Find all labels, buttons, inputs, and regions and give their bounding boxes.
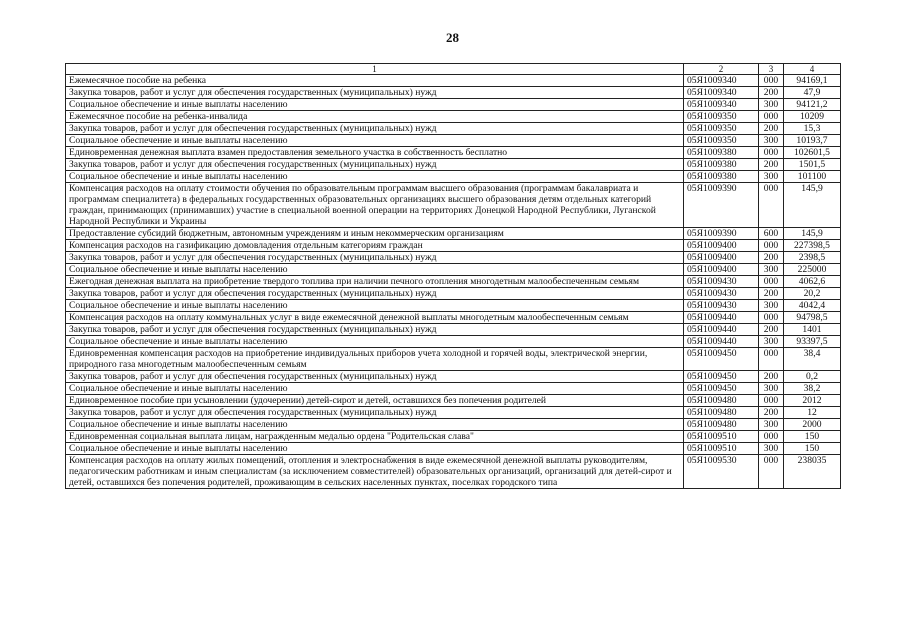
row-type: 000	[759, 147, 784, 159]
row-code: 05Я1009340	[684, 87, 759, 99]
table-row	[66, 252, 841, 264]
row-code: 05Я1009380	[684, 171, 759, 183]
row-type: 300	[759, 300, 784, 312]
row-amount: 94169,1	[784, 75, 841, 87]
row-desc: Закупка товаров, работ и услуг для обеспечения государственных (муниципальных) нужд	[66, 159, 684, 171]
row-amount: 1401	[784, 324, 841, 336]
row-desc: Закупка товаров, работ и услуг для обеспечения государственных (муниципальных) нужд	[66, 407, 684, 419]
table-row	[66, 371, 841, 383]
row-code: 05Я1009480	[684, 407, 759, 419]
row-desc: Компенсация расходов на оплату стоимости обучения по образовательным программам высшего образования (программам бакалавриата и программам специалитета) в федеральных государственных образовательных организациях высшего образования детям отдельных категорий граждан, принимающих (принимавших) участие в специальной военной операции на территориях Донецкой Народной Республики, Луганской Народной Республики и Украины	[66, 183, 684, 228]
row-code: 05Я1009400	[684, 264, 759, 276]
row-type: 000	[759, 455, 784, 489]
row-type: 200	[759, 407, 784, 419]
row-desc: Закупка товаров, работ и услуг для обеспечения государственных (муниципальных) нужд	[66, 371, 684, 383]
row-code: 05Я1009480	[684, 419, 759, 431]
row-type: 000	[759, 395, 784, 407]
table-body	[66, 75, 841, 489]
row-type: 000	[759, 183, 784, 228]
row-amount: 93397,5	[784, 336, 841, 348]
row-type: 000	[759, 276, 784, 288]
row-type: 300	[759, 99, 784, 111]
row-amount: 12	[784, 407, 841, 419]
row-desc: Ежемесячное пособие на ребенка-инвалида	[66, 111, 684, 123]
row-type: 300	[759, 443, 784, 455]
table-row	[66, 336, 841, 348]
table-row	[66, 348, 841, 371]
page-number: 28	[446, 30, 459, 45]
row-desc: Социальное обеспечение и иные выплаты населению	[66, 383, 684, 395]
row-code: 05Я1009450	[684, 383, 759, 395]
row-type: 200	[759, 123, 784, 135]
table-row	[66, 431, 841, 443]
row-code: 05Я1009380	[684, 147, 759, 159]
row-amount: 1501,5	[784, 159, 841, 171]
row-type: 200	[759, 87, 784, 99]
row-amount: 2398,5	[784, 252, 841, 264]
row-type: 000	[759, 240, 784, 252]
row-code: 05Я1009440	[684, 312, 759, 324]
row-desc: Предоставление субсидий бюджетным, автономным учреждениям и иным некоммерческим организациям	[66, 228, 684, 240]
row-code: 05Я1009510	[684, 431, 759, 443]
row-code: 05Я1009390	[684, 183, 759, 228]
row-desc: Компенсация расходов на оплату жилых помещений, отопления и электроснабжения в виде ежемесячной денежной выплаты руководителям, педагогическим работникам и иным специалистам (за исключением совместителей) образовательных организаций, организаций для детей-сирот и детей, оставшихся без попечения родителей, проживающим в сельских населенных пунктах, поселках городского типа	[66, 455, 684, 489]
row-type: 200	[759, 252, 784, 264]
row-code: 05Я1009430	[684, 276, 759, 288]
row-type: 000	[759, 312, 784, 324]
row-type: 300	[759, 419, 784, 431]
row-type: 300	[759, 336, 784, 348]
row-code: 05Я1009530	[684, 455, 759, 489]
row-desc: Компенсация расходов на газификацию домовладения отдельным категориям граждан	[66, 240, 684, 252]
row-amount: 227398,5	[784, 240, 841, 252]
table-row	[66, 147, 841, 159]
table-row	[66, 383, 841, 395]
row-desc: Компенсация расходов на оплату коммунальных услуг в виде ежемесячной денежной выплаты многодетным малообеспеченным семьям	[66, 312, 684, 324]
row-code: 05Я1009450	[684, 348, 759, 371]
row-type: 200	[759, 324, 784, 336]
row-amount: 225000	[784, 264, 841, 276]
table-row	[66, 312, 841, 324]
row-amount: 145,9	[784, 228, 841, 240]
row-amount: 150	[784, 443, 841, 455]
row-amount: 94798,5	[784, 312, 841, 324]
row-amount: 10209	[784, 111, 841, 123]
row-desc: Закупка товаров, работ и услуг для обеспечения государственных (муниципальных) нужд	[66, 324, 684, 336]
row-code: 05Я1009340	[684, 75, 759, 87]
row-type: 200	[759, 288, 784, 300]
row-amount: 2012	[784, 395, 841, 407]
row-type: 200	[759, 159, 784, 171]
table-row	[66, 407, 841, 419]
header-col-2: 2	[684, 64, 759, 75]
row-amount: 15,3	[784, 123, 841, 135]
row-desc: Социальное обеспечение и иные выплаты населению	[66, 264, 684, 276]
row-code: 05Я1009340	[684, 99, 759, 111]
row-desc: Социальное обеспечение и иные выплаты населению	[66, 419, 684, 431]
row-amount: 2000	[784, 419, 841, 431]
row-desc: Социальное обеспечение и иные выплаты населению	[66, 336, 684, 348]
table-row	[66, 240, 841, 252]
row-type: 600	[759, 228, 784, 240]
row-amount: 238035	[784, 455, 841, 489]
row-code: 05Я1009430	[684, 288, 759, 300]
row-type: 300	[759, 171, 784, 183]
row-type: 300	[759, 264, 784, 276]
row-amount: 145,9	[784, 183, 841, 228]
header-row	[66, 64, 841, 75]
row-amount: 4062,6	[784, 276, 841, 288]
row-code: 05Я1009380	[684, 159, 759, 171]
row-code: 05Я1009350	[684, 123, 759, 135]
row-type: 300	[759, 383, 784, 395]
row-amount: 20,2	[784, 288, 841, 300]
budget-table	[65, 63, 841, 489]
table-row	[66, 183, 841, 228]
table-row	[66, 87, 841, 99]
row-type: 300	[759, 135, 784, 147]
row-desc: Социальное обеспечение и иные выплаты населению	[66, 171, 684, 183]
row-amount: 101100	[784, 171, 841, 183]
row-amount: 47,9	[784, 87, 841, 99]
row-desc: Закупка товаров, работ и услуг для обеспечения государственных (муниципальных) нужд	[66, 123, 684, 135]
table-row	[66, 111, 841, 123]
table-row	[66, 276, 841, 288]
table-row	[66, 395, 841, 407]
table-row	[66, 264, 841, 276]
row-amount: 38,4	[784, 348, 841, 371]
row-desc: Закупка товаров, работ и услуг для обеспечения государственных (муниципальных) нужд	[66, 252, 684, 264]
row-code: 05Я1009400	[684, 252, 759, 264]
header-col-4: 4	[784, 64, 841, 75]
row-desc: Закупка товаров, работ и услуг для обеспечения государственных (муниципальных) нужд	[66, 87, 684, 99]
row-code: 05Я1009400	[684, 240, 759, 252]
row-amount: 94121,2	[784, 99, 841, 111]
row-type: 000	[759, 111, 784, 123]
table-row	[66, 300, 841, 312]
row-amount: 38,2	[784, 383, 841, 395]
header-col-3: 3	[759, 64, 784, 75]
table-row	[66, 443, 841, 455]
table-row	[66, 99, 841, 111]
table-row	[66, 123, 841, 135]
table-row	[66, 455, 841, 489]
table-row	[66, 171, 841, 183]
row-amount: 10193,7	[784, 135, 841, 147]
row-desc: Единовременное пособие при усыновлении (удочерении) детей-сирот и детей, оставшихся без попечения родителей	[66, 395, 684, 407]
row-code: 05Я1009350	[684, 111, 759, 123]
row-code: 05Я1009480	[684, 395, 759, 407]
row-code: 05Я1009440	[684, 336, 759, 348]
row-desc: Социальное обеспечение и иные выплаты населению	[66, 135, 684, 147]
row-code: 05Я1009440	[684, 324, 759, 336]
row-desc: Закупка товаров, работ и услуг для обеспечения государственных (муниципальных) нужд	[66, 288, 684, 300]
table-row	[66, 159, 841, 171]
row-desc: Социальное обеспечение и иные выплаты населению	[66, 443, 684, 455]
row-amount: 0,2	[784, 371, 841, 383]
row-desc: Ежемесячное пособие на ребенка	[66, 75, 684, 87]
row-code: 05Я1009510	[684, 443, 759, 455]
table-row	[66, 419, 841, 431]
table-row	[66, 228, 841, 240]
table-row	[66, 324, 841, 336]
row-amount: 102601,5	[784, 147, 841, 159]
table-row	[66, 288, 841, 300]
row-type: 000	[759, 348, 784, 371]
row-type: 000	[759, 431, 784, 443]
row-amount: 4042,4	[784, 300, 841, 312]
row-desc: Единовременная компенсация расходов на приобретение индивидуальных приборов учета холодной и горячей воды, электрической энергии, природного газа многодетным малообеспеченным семьям	[66, 348, 684, 371]
row-code: 05Я1009430	[684, 300, 759, 312]
row-desc: Ежегодная денежная выплата на приобретение твердого топлива при наличии печного отопления многодетным малообеспеченным семьям	[66, 276, 684, 288]
row-desc: Единовременная социальная выплата лицам, награжденным медалью ордена "Родительская слава"	[66, 431, 684, 443]
row-code: 05Я1009350	[684, 135, 759, 147]
row-desc: Социальное обеспечение и иные выплаты населению	[66, 300, 684, 312]
table-row	[66, 75, 841, 87]
row-type: 200	[759, 371, 784, 383]
header-col-1: 1	[66, 64, 684, 75]
row-type: 000	[759, 75, 784, 87]
table-row	[66, 135, 841, 147]
row-code: 05Я1009450	[684, 371, 759, 383]
table-header	[66, 64, 841, 75]
row-code: 05Я1009390	[684, 228, 759, 240]
row-desc: Социальное обеспечение и иные выплаты населению	[66, 99, 684, 111]
row-desc: Единовременная денежная выплата взамен предоставления земельного участка в собственность бесплатно	[66, 147, 684, 159]
row-amount: 150	[784, 431, 841, 443]
